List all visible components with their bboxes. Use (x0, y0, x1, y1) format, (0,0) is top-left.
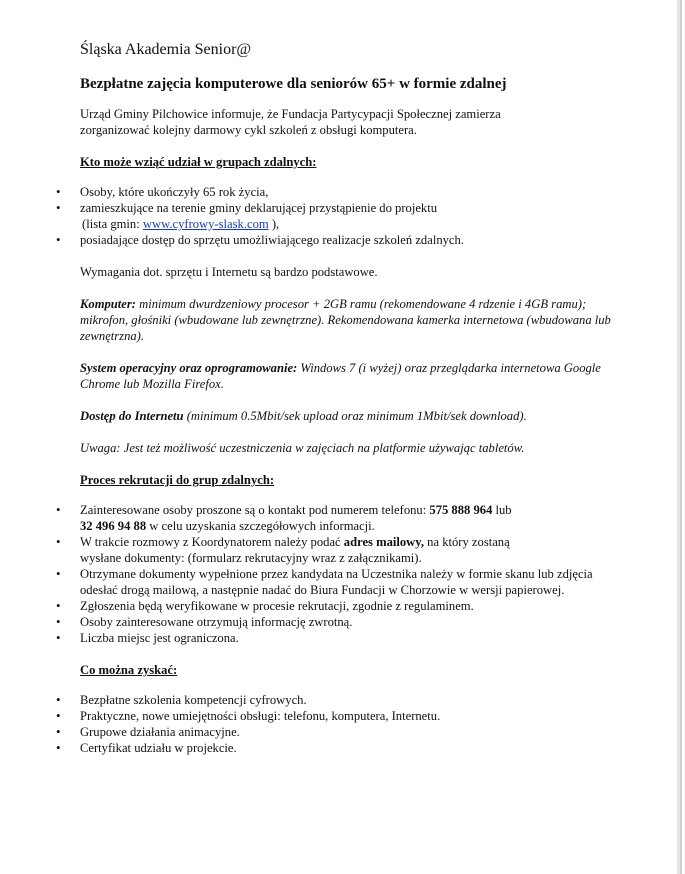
document-content (80, 40, 620, 772)
intro-paragraph (80, 106, 620, 138)
system-requirements: System operacyjny oraz oprogramowanie: Windows 7 (i wyżej) oraz przeglądarka internetowa Google Chrome lub Mozilla Firefox. (80, 361, 601, 391)
document-title: Bezpłatne zajęcia komputerowe dla seniorów 65+ w formie zdalnej (80, 76, 507, 92)
phone-number: 575 888 964 (429, 503, 493, 517)
section-heading-eligibility: Kto może wziąć udział w grupach zdalnych: (80, 155, 317, 169)
list-item: • Zgłoszenia będą weryfikowane w procesie rekrutacji, zgodnie z regulaminem. (80, 598, 620, 614)
list-item: • Zainteresowane osoby proszone są o kontakt pod numerem telefonu: 575 888 964 lub 32 496 94 88 w celu uzyskania szczegółowych informacji. (80, 502, 620, 534)
list-item: • Bezpłatne szkolenia kompetencji cyfrowych. (80, 692, 620, 708)
requirements-note: Wymagania dot. sprzętu i Internetu są bardzo podstawowe. (80, 265, 378, 279)
list-item: • Otrzymane dokumenty wypełnione przez kandydata na Uczestnika należy w formie skanu lub zdjęcia odesłać drogą mailową, a następnie nadać do Biura Fundacji w Chorzowie w wersji papierowej. (80, 566, 620, 598)
gmin-list-link[interactable]: www.cyfrowy-slask.com (142, 217, 269, 231)
list-item: • Osoby, które ukończyły 65 rok życia, (80, 184, 620, 200)
system-label: System operacyjny oraz oprogramowanie: (80, 361, 298, 375)
org-name: Śląska Akademia Senior@ (80, 41, 252, 58)
eligibility-list (80, 184, 620, 248)
list-item: • Osoby zainteresowane otrzymują informację zwrotną. (80, 614, 620, 630)
page-edge (677, 0, 680, 874)
intro-line: zorganizować kolejny darmowy cykl szkoleń z obsługi komputera. (80, 123, 417, 137)
internet-label: Dostęp do Internetu (80, 409, 184, 423)
benefits-list (80, 692, 620, 756)
list-item: • Praktyczne, nowe umiejętności obsługi: telefonu, komputera, Internetu. (80, 708, 620, 724)
tablet-note: Uwaga: Jest też możliwość uczestniczenia w zajęciach na platformie używając tabletów. (80, 441, 525, 455)
list-item: • Certyfikat udziału w projekcie. (80, 740, 620, 756)
recruitment-list (80, 502, 620, 646)
intro-line: Urząd Gminy Pilchowice informuje, że Fundacja Partycypacji Społecznej zamierza (80, 107, 501, 121)
list-item: • Grupowe działania animacyjne. (80, 724, 620, 740)
list-item: • posiadające dostęp do sprzętu umożliwiającego realizacje szkoleń zdalnych. (80, 232, 620, 248)
list-item: • zamieszkujące na terenie gminy deklarującej przystąpienie do projektu (lista gmin: www.cyfrowy-slask.com ), (80, 200, 620, 232)
section-heading-recruitment: Proces rekrutacji do grup zdalnych: (80, 473, 275, 487)
phone-number: 32 496 94 88 (80, 519, 147, 533)
computer-requirements: Komputer: minimum dwurdzeniowy procesor + 2GB ramu (rekomendowane 4 rdzenie i 4GB ramu); mikrofon, głośniki (wbudowane lub zewnętrzne). Rekomendowana kamerka internetowa (wbudowana lub zewnętrzna). (80, 297, 611, 343)
list-item: • Liczba miejsc jest ograniczona. (80, 630, 620, 646)
section-heading-benefits: Co można zyskać: (80, 663, 178, 677)
list-item: • W trakcie rozmowy z Koordynatorem należy podać adres mailowy, na który zostaną wysłane dokumenty: (formularz rekrutacyjny wraz z załącznikami). (80, 534, 620, 566)
internet-requirements: Dostęp do Internetu (minimum 0.5Mbit/sek upload oraz minimum 1Mbit/sek download). (80, 409, 527, 423)
computer-label: Komputer: (80, 297, 136, 311)
